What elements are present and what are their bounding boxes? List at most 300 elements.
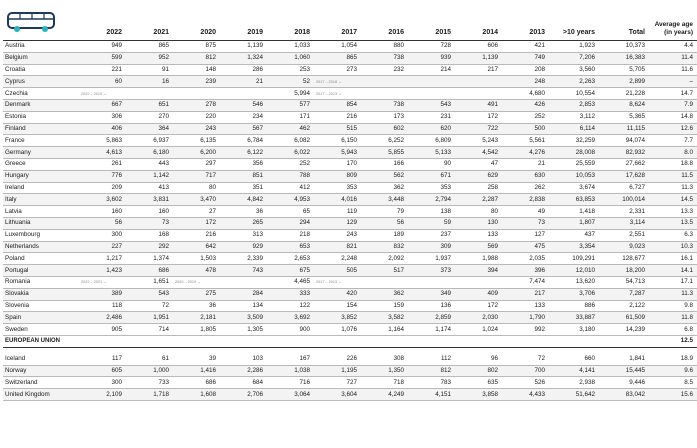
value-cell [267,300,314,312]
value-cell [220,377,267,389]
cell-value: 28,008 [575,148,595,156]
cell-value: 6,082 [294,136,310,144]
cell-value: 630 [534,172,545,180]
table-row [3,123,697,135]
cell-value: 671 [440,172,451,180]
value-cell [361,206,408,218]
cell-value: 11.3 [681,290,693,298]
value-cell [79,377,126,389]
country-name: Czechia [3,88,79,100]
cell-value: 4,953 [294,195,310,203]
cell-value: 61,509 [625,313,645,321]
value-cell [408,354,455,365]
value-cell [126,76,173,88]
value-cell [220,135,267,147]
average-age-cell [649,182,697,194]
cell-value: 7,206 [579,54,595,62]
value-cell [599,88,649,100]
value-cell [173,206,220,218]
value-cell [314,76,361,88]
value-cell [126,99,173,111]
value-cell [502,377,549,389]
value-cell [549,135,599,147]
value-cell [455,76,502,88]
value-cell [455,123,502,135]
cell-value: 8.0 [684,148,693,156]
value-cell [549,194,599,206]
cell-value: 2,035 [529,254,545,262]
cell-value: 515 [346,124,357,132]
value-cell [361,265,408,277]
cell-value: 2,653 [294,254,310,262]
cell-value: 4,016 [341,195,357,203]
average-age-cell [649,147,697,159]
value-cell [455,135,502,147]
value-cell [126,241,173,253]
value-cell [267,99,314,111]
cell-value: 629 [487,172,498,180]
cell-value: 562 [393,172,404,180]
value-cell [408,111,455,123]
cell-value: 660 [584,355,595,363]
country-name: Lithuania [3,217,79,229]
cell-value: 738 [393,54,404,62]
cell-value: 6,252 [388,136,404,144]
cell-value: 1,937 [435,254,451,262]
column-header: 2015 [408,8,455,41]
value-cell [79,312,126,324]
cell-value: 63,853 [575,195,595,203]
cell-value: 3,509 [247,313,263,321]
cell-value: 4.4 [684,42,693,50]
value-cell [173,288,220,300]
cell-value: 7,474 [529,278,545,286]
table-row [3,194,697,206]
cell-value: 812 [440,366,451,374]
cell-value: 1,060 [294,54,310,62]
value-cell [599,135,649,147]
value-cell [220,312,267,324]
cell-value: 73 [537,219,545,227]
cell-value: 11.8 [681,313,693,321]
cell-value: 543 [440,101,451,109]
cell-value: 136 [440,301,451,309]
cell-value: 1,324 [247,54,263,62]
cell-value: 172 [487,113,498,121]
cell-value: 653 [299,242,310,250]
value-cell [220,123,267,135]
value-cell [173,389,220,401]
value-cell [408,377,455,389]
cell-value: – [689,77,693,85]
value-cell [502,312,549,324]
cell-value: 273 [346,65,357,73]
cell-value: 743 [252,266,263,274]
value-cell [314,111,361,123]
table-row [3,229,697,241]
value-cell [502,135,549,147]
cell-value: 16.1 [680,254,693,262]
value-cell [126,52,173,64]
value-cell [173,253,220,265]
cell-value: 39 [208,355,216,363]
cell-value: 208 [534,65,545,73]
cell-value: 5,705 [629,65,645,73]
table-body [3,41,697,401]
cell-value: 18.9 [680,355,693,363]
value-cell [502,389,549,401]
value-cell [314,158,361,170]
cell-value: 362 [393,183,404,191]
cell-value: 33,887 [575,313,595,321]
value-cell [126,123,173,135]
value-cell [220,253,267,265]
cell-value: 56 [396,219,404,227]
cell-value: 406 [111,124,122,132]
country-name: Cyprus [3,76,79,88]
column-header: 2014 [455,8,502,41]
table-row [3,288,697,300]
average-age-cell [649,206,697,218]
value-cell [173,135,220,147]
column-header: 2019 [220,8,267,41]
cell-value: 443 [158,160,169,168]
cell-value: 300 [111,378,122,386]
value-cell [408,64,455,76]
column-header: 2018 [267,8,314,41]
value-cell [267,276,314,288]
cell-value: 36 [208,301,216,309]
value-cell [361,111,408,123]
value-cell [408,241,455,253]
value-cell [502,229,549,241]
cell-value: 1,142 [153,172,169,180]
value-cell [361,135,408,147]
value-cell [599,377,649,389]
cell-value: 80 [208,183,216,191]
table-row [3,312,697,324]
value-cell [408,206,455,218]
value-cell [126,288,173,300]
value-cell [79,276,126,288]
average-age-cell [649,194,697,206]
cell-value: 118 [111,301,122,309]
cell-value: 12,010 [575,266,595,274]
country-name: Austria [3,41,79,53]
value-cell [173,170,220,182]
cell-value: 413 [158,183,169,191]
cell-value: 1,608 [200,390,216,398]
value-cell [549,217,599,229]
value-cell [599,194,649,206]
value-cell [126,158,173,170]
cell-value: 1,350 [388,366,404,374]
cell-value: 1,000 [153,366,169,374]
value-cell [220,158,267,170]
cell-value: 684 [252,378,263,386]
average-age-cell [649,111,697,123]
value-cell [455,229,502,241]
value-cell [220,111,267,123]
cell-value: 905 [111,325,122,333]
value-cell [220,99,267,111]
value-cell [173,377,220,389]
cell-value: 119 [346,207,357,215]
cell-value: 749 [534,54,545,62]
value-cell [455,111,502,123]
average-age-cell [649,123,697,135]
column-header: >10 years [549,8,599,41]
cell-value: 3,448 [388,195,404,203]
value-cell [455,324,502,336]
merged-range-note: 2017 – 2013 → [316,280,342,285]
value-cell [173,64,220,76]
cell-value: 275 [205,290,216,298]
value-cell [549,147,599,159]
value-cell [220,265,267,277]
cell-value: 262 [534,183,545,191]
cell-value: 258 [487,183,498,191]
column-header: 2016 [361,8,408,41]
value-cell [314,217,361,229]
value-cell [79,365,126,377]
cell-value: 5,994 [294,89,310,97]
value-cell [314,99,361,111]
value-cell [173,241,220,253]
country-name: Latvia [3,206,79,218]
column-header: 2022 [79,8,126,41]
cell-value: 1,217 [106,254,122,262]
country-name: Greece [3,158,79,170]
cell-value: 73 [161,219,169,227]
cell-value: 10,373 [625,42,645,50]
table-row [3,206,697,218]
cell-value: 396 [534,266,545,274]
value-cell [408,88,455,100]
cell-value: 32,259 [575,136,595,144]
cell-value: 1,923 [579,42,595,50]
table-row [3,265,697,277]
value-cell [220,170,267,182]
cell-value: 265 [252,219,263,227]
cell-value: 569 [487,242,498,250]
cell-value: 812 [205,54,216,62]
merged-range-note: 2022 – 2021 → [81,280,107,285]
value-cell [408,288,455,300]
value-cell [502,88,549,100]
value-cell [549,300,599,312]
cell-value: 949 [111,42,122,50]
cell-value: 216 [346,113,357,121]
value-cell [455,276,502,288]
column-header: Total [599,8,649,41]
value-cell [455,354,502,365]
value-cell [599,64,649,76]
cell-value: 880 [393,42,404,50]
value-cell [173,76,220,88]
average-age-cell [649,253,697,265]
cell-value: 567 [252,124,263,132]
cell-value: 309 [440,242,451,250]
cell-value: 100,014 [622,195,645,203]
value-cell [549,377,599,389]
value-cell [599,265,649,277]
value-cell [502,158,549,170]
cell-value: 96 [490,355,498,363]
cell-value: 218 [299,231,310,239]
average-age-cell [649,365,697,377]
value-cell [220,365,267,377]
value-cell [502,241,549,253]
value-cell [220,300,267,312]
value-cell [502,365,549,377]
average-age-cell [649,158,697,170]
cell-value: 17,628 [625,172,645,180]
value-cell [408,76,455,88]
value-cell [126,88,173,100]
cell-value: 83,042 [625,390,645,398]
country-name: Belgium [3,52,79,64]
cell-value: 426 [534,101,545,109]
value-cell [126,377,173,389]
header-corner [3,8,79,41]
cell-value: 313 [252,231,263,239]
cell-value: 475 [534,242,545,250]
cell-value: 7,287 [629,290,645,298]
cell-value: 992 [534,325,545,333]
cell-value: 2,838 [529,195,545,203]
cell-value: 286 [252,65,263,73]
cell-value: 1,988 [482,254,498,262]
fleet-age-table [3,8,697,401]
value-cell [361,377,408,389]
cell-value: 412 [299,183,310,191]
value-cell [267,312,314,324]
value-cell [599,41,649,53]
value-cell [267,135,314,147]
value-cell [79,99,126,111]
cell-value: 91 [161,65,169,73]
cell-value: 9,023 [629,242,645,250]
value-cell [126,41,173,53]
cell-value: 2,938 [579,378,595,386]
cell-value: 60 [114,77,122,85]
value-cell [549,182,599,194]
value-cell [502,253,549,265]
value-cell [79,354,126,365]
value-cell [173,324,220,336]
value-cell [408,194,455,206]
cell-value: 865 [158,42,169,50]
value-cell [408,99,455,111]
cell-value: 2,331 [629,207,645,215]
cell-value: 10.3 [680,242,693,250]
value-cell [314,354,361,365]
cell-value: 599 [111,54,122,62]
cell-value: 56 [114,219,122,227]
cell-value: 11.4 [681,54,693,62]
value-cell [79,241,126,253]
cell-value: 1,416 [200,366,216,374]
cell-value: 13.3 [680,207,693,215]
average-age-cell [649,52,697,64]
value-cell [126,135,173,147]
value-cell [599,123,649,135]
value-cell [599,182,649,194]
cell-value: 1,076 [341,325,357,333]
table-row [3,217,697,229]
value-cell [173,41,220,53]
cell-value: 8,624 [629,101,645,109]
value-cell [126,276,173,288]
cell-value: 167 [299,355,310,363]
value-cell [79,76,126,88]
cell-value: 6,135 [200,136,216,144]
cell-value: 82,932 [625,148,645,156]
value-cell [502,170,549,182]
value-cell [173,158,220,170]
value-cell [599,217,649,229]
value-cell [126,170,173,182]
cell-value: 1,841 [629,355,645,363]
average-age-cell [649,135,697,147]
average-age-cell [649,324,697,336]
cell-value: 6,809 [435,136,451,144]
value-cell [314,253,361,265]
value-cell [267,389,314,401]
cell-value: 851 [252,172,263,180]
value-cell [455,182,502,194]
value-cell [455,389,502,401]
cell-value: 17.1 [680,278,693,286]
average-age-cell [649,300,697,312]
cell-value: 6.3 [684,231,693,239]
value-cell [220,354,267,365]
cell-value: 351 [252,183,263,191]
cell-value: 3,582 [388,313,404,321]
cell-value: 248 [534,77,545,85]
cell-value: 505 [346,266,357,274]
value-cell [502,147,549,159]
cell-value: 2,339 [247,254,263,262]
cell-value: 620 [440,124,451,132]
value-cell [408,253,455,265]
cell-value: 788 [299,172,310,180]
cell-value: 865 [346,54,357,62]
cell-value: 1,651 [153,278,169,286]
cell-value: 171 [299,113,310,121]
cell-value: 3,831 [153,195,169,203]
value-cell [220,241,267,253]
value-cell [502,300,549,312]
value-cell [361,158,408,170]
value-cell [314,64,361,76]
cell-value: 389 [111,290,122,298]
cell-value: 231 [440,113,451,121]
value-cell [173,52,220,64]
value-cell [599,52,649,64]
value-cell [79,88,126,100]
cell-value: 353 [346,183,357,191]
value-cell [220,182,267,194]
cell-value: 261 [111,160,122,168]
cell-value: 27,662 [625,160,645,168]
cell-value: 362 [393,290,404,298]
average-age-cell [649,170,697,182]
value-cell [599,288,649,300]
cell-value: 2,794 [435,195,451,203]
value-cell [361,241,408,253]
